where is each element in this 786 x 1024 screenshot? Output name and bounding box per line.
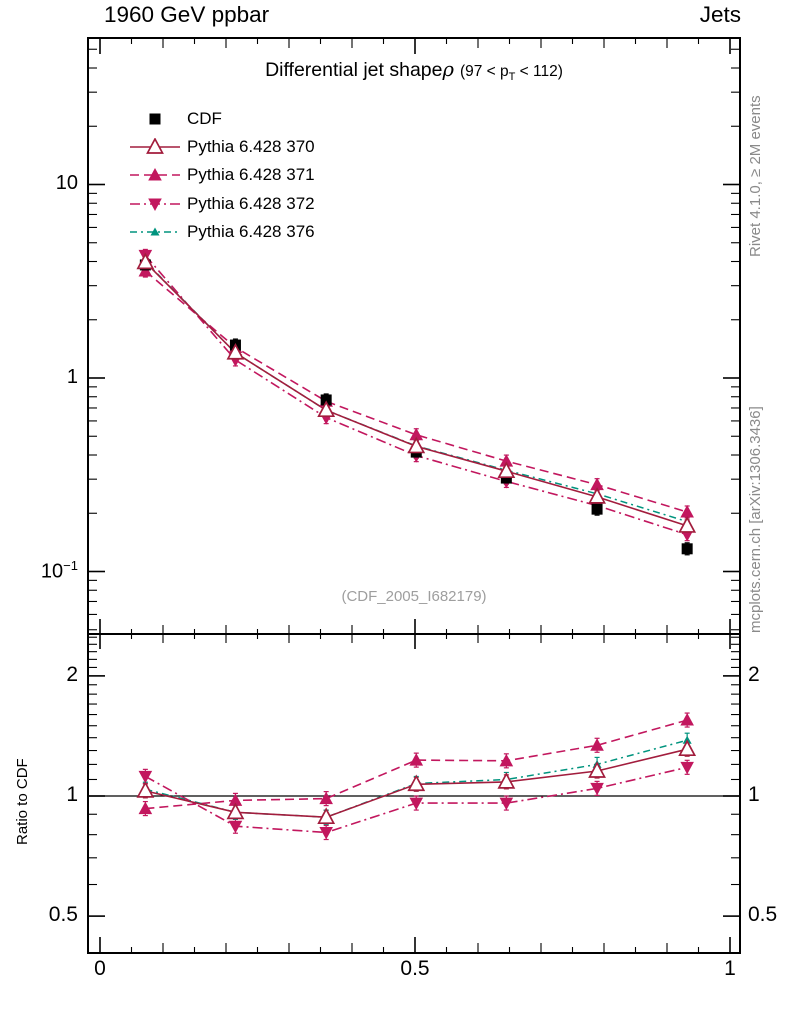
ratio-y-tick-label-0p5-left: 0.5 — [48, 903, 78, 926]
ratio-y-tick-label-2-right: 2 — [748, 663, 760, 686]
ratio-y-tick-label-0p5-right: 0.5 — [748, 903, 778, 926]
main-y-tick-label-1: 1 — [66, 366, 78, 388]
legend-label: Pythia 6.428 370 — [187, 137, 315, 157]
legend — [129, 105, 315, 246]
plot-title-text: Differential jet shape — [265, 59, 443, 81]
ratio-y-tick-label-1-right: 1 — [748, 783, 760, 806]
pythia-371-line-swatch — [129, 166, 181, 184]
rho-symbol: ρ — [442, 58, 454, 81]
legend-label: Pythia 6.428 371 — [187, 165, 315, 185]
main-y-tick-label-0p1: $10^{-1}$ — [40, 558, 78, 583]
ratio-y-tick-label-2-left: 2 — [66, 663, 78, 686]
legend-label: CDF — [187, 109, 222, 129]
x-tick-label-0p5: 0.5 — [400, 957, 430, 980]
legend-item-pythia-370 — [129, 133, 315, 161]
legend-label: Pythia 6.428 372 — [187, 193, 315, 213]
legend-item-cdf — [129, 105, 315, 133]
series-line-pythia-6-428-370 — [145, 262, 687, 817]
rivet-version-note: Rivet 4.1.0, ≥ 2M events — [747, 95, 764, 257]
pythia-376-line-swatch — [129, 223, 181, 241]
legend-item-pythia-372 — [129, 190, 315, 218]
analysis-id-watermark: (CDF_2005_I682179) — [341, 588, 487, 605]
x-tick-label-1: 1 — [724, 957, 736, 980]
pythia-370-line-swatch — [129, 138, 181, 156]
ratio-y-tick-label-1-left: 1 — [66, 783, 78, 806]
x-tick-label-0: 0 — [94, 957, 106, 980]
cdf-marker-swatch — [129, 110, 181, 128]
legend-label: Pythia 6.428 376 — [187, 221, 315, 241]
pythia-372-line-swatch — [129, 195, 181, 213]
legend-item-pythia-371 — [129, 161, 315, 189]
legend-item-pythia-376 — [129, 218, 315, 246]
analysis-group-label: Jets — [699, 2, 741, 27]
series-line-pythia-6-428-372 — [145, 255, 687, 832]
mcplots-arxiv-note: mcplots.cern.ch [arXiv:1306.3436] — [747, 406, 764, 633]
main-y-tick-label-10: 10 — [55, 172, 78, 194]
pt-cut-label: $(97 < p_T < 112)$ — [459, 63, 563, 84]
plot-title — [88, 58, 740, 83]
ratio-axis-title: Ratio to CDF — [14, 758, 31, 845]
beam-label: 1960 GeV ppbar — [104, 2, 270, 27]
series-line-pythia-6-428-371 — [145, 271, 687, 809]
